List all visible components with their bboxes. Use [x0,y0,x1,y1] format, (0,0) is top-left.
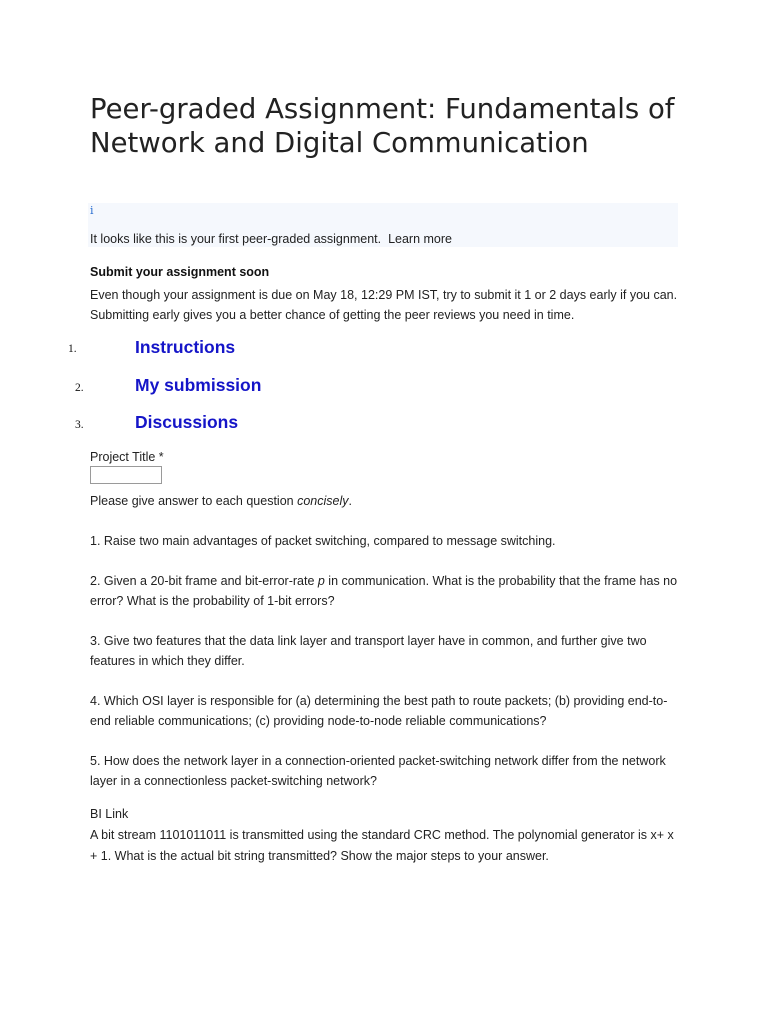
submit-soon-heading: Submit your assignment soon [90,265,270,279]
info-message-text: It looks like this is your first peer-graded assignment. [90,232,382,246]
nav-number-3: 3. [75,419,84,431]
intro-suffix: . [348,494,352,508]
q2-prefix: 2. Given a 20-bit frame and bit-error-rate [90,574,318,588]
intro-prefix: Please give answer to each question [90,494,298,508]
nav-link-discussions[interactable]: Discussions [135,412,239,432]
nav-link-instructions[interactable]: Instructions [135,337,236,357]
project-title-label: Project Title * [90,450,164,464]
nav-number-1: 1. [68,343,77,355]
info-icon: i [90,204,94,217]
bi-link-label: BI Link [90,807,129,821]
intro-emphasis: concisely [297,494,349,508]
info-message [90,232,452,246]
nav-link-my-submission[interactable]: My submission [135,375,262,395]
page-title: Peer-graded Assignment: Fundamentals of Network and Digital Communication [90,93,675,159]
learn-more-link[interactable]: Learn more [388,232,452,246]
question-1: 1. Raise two main advantages of packet switching, compared to message switching. [90,534,556,548]
question-3: 3. Give two features that the data link layer and transport layer have in common, and further give two features in which they differ. [90,634,647,668]
q2-suffix: in communication. What is the probability that the frame has no error? What is the probability of 1-bit errors? [90,574,678,608]
question-4: 4. Which OSI layer is responsible for (a) determining the best path to route packets; (b) providing end-to-end reliable communications; (c) providing node-to-node reliable communications? [90,694,668,728]
project-title-input[interactable] [90,466,162,484]
crc-question: A bit stream 1101011011 is transmitted using the standard CRC method. The polynomial generator is x+ x + 1. What is the actual bit string transmitted? Show the major steps to your answer. [90,828,674,863]
questions-intro [90,491,682,511]
question-2 [90,571,682,611]
question-5: 5. How does the network layer in a connection-oriented packet-switching network differ from the network layer in a connectionless packet-switching network? [90,754,666,788]
q2-variable: p [317,574,325,588]
nav-number-2: 2. [75,382,84,394]
submit-soon-body: Even though your assignment is due on May 18, 12:29 PM IST, try to submit it 1 or 2 days early if you can. Submitting early gives you a better chance of getting the peer reviews you need in time. [90,288,678,322]
info-banner [88,203,678,247]
